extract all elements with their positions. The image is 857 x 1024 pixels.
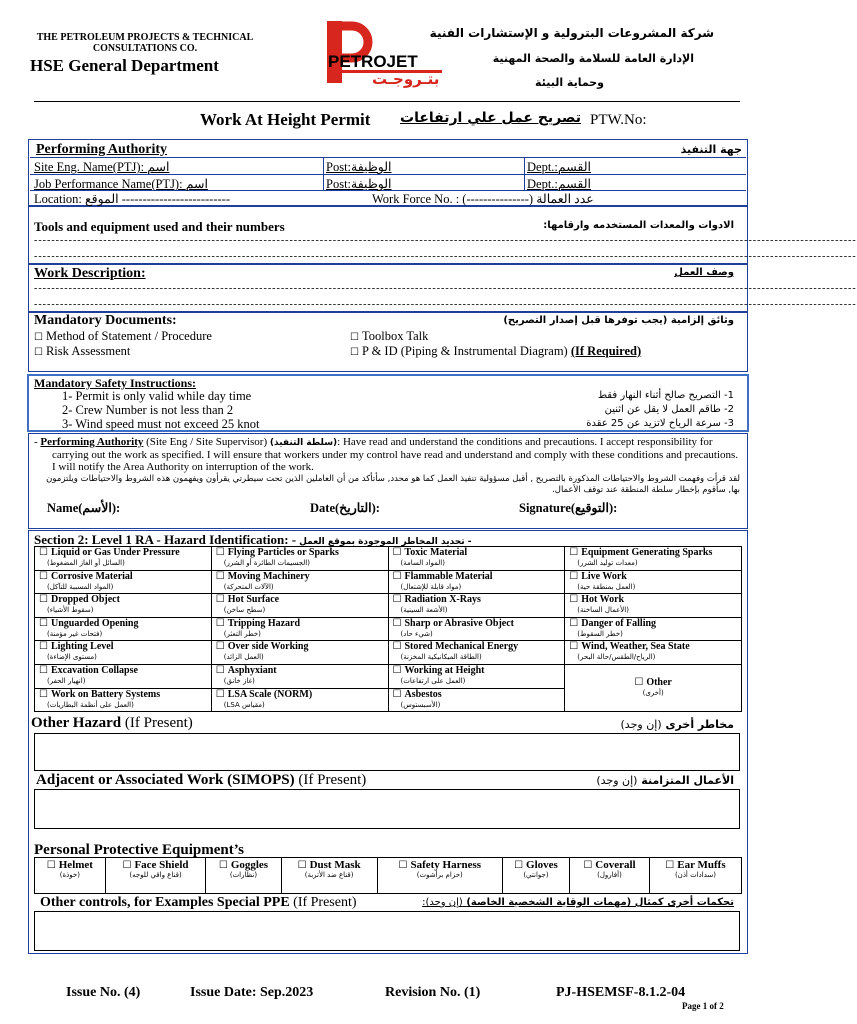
hazard-label: Hot Work bbox=[581, 594, 625, 606]
hazard-label-ar: (مقياس LSA) bbox=[223, 700, 265, 709]
post-field-2[interactable]: Post:الوظيفة bbox=[326, 177, 392, 191]
simops-title-ar: الأعمال المتزامنة (إن وجد) bbox=[596, 774, 734, 787]
ppe-label-ar: (أفارول) bbox=[597, 871, 622, 879]
hazard-option[interactable] bbox=[35, 594, 212, 618]
checkbox-icon[interactable]: ☐ bbox=[215, 594, 225, 606]
hazard-table bbox=[34, 546, 742, 712]
other-hazard-title-ar: مخاطر أخرى (إن وجد) bbox=[620, 718, 734, 731]
footer-page-number: Page 1 of 2 bbox=[682, 1001, 724, 1011]
declaration-heading: Performing Authority bbox=[40, 436, 144, 448]
ppe-option[interactable] bbox=[35, 858, 106, 894]
footer-issue-no: Issue No. (4) bbox=[66, 985, 141, 1000]
hazard-option[interactable] bbox=[35, 641, 212, 665]
performing-authority-title-ar: جهة التنفيذ bbox=[680, 143, 742, 156]
hazard-option[interactable] bbox=[211, 664, 388, 688]
checkbox-icon[interactable]: ☐ bbox=[215, 664, 225, 676]
checkbox-icon[interactable]: ☐ bbox=[398, 860, 408, 871]
petrojet-logo bbox=[322, 18, 446, 96]
hazard-label: Work on Battery Systems bbox=[50, 688, 161, 700]
hazard-label-ar: (سطح ساخن) bbox=[223, 606, 266, 615]
hazard-option[interactable] bbox=[211, 688, 388, 712]
checkbox-icon[interactable]: ☐ bbox=[39, 617, 48, 629]
ppe-option[interactable] bbox=[502, 858, 569, 894]
hazard-label-ar: (غاز خانق) bbox=[223, 676, 255, 685]
hazard-label: Tripping Hazard bbox=[227, 617, 301, 629]
hazard-other-label-ar: (أخرى) bbox=[642, 689, 664, 698]
simops-input[interactable] bbox=[34, 789, 740, 829]
hazard-option[interactable] bbox=[35, 688, 212, 712]
hazard-option[interactable] bbox=[565, 617, 742, 641]
hazard-option[interactable] bbox=[388, 570, 565, 594]
performing-authority-title: Performing Authority bbox=[36, 142, 168, 157]
hazard-label-ar: (سقوط الأشياء) bbox=[47, 606, 94, 615]
checkbox-icon[interactable]: ☐ bbox=[122, 860, 132, 871]
hazard-option[interactable] bbox=[211, 641, 388, 665]
doc-risk-assessment[interactable]: ☐ Risk Assessment bbox=[34, 344, 131, 358]
hazard-option[interactable] bbox=[388, 617, 565, 641]
hazard-option[interactable] bbox=[35, 617, 212, 641]
doc-method-statement[interactable]: ☐ Method of Statement / Procedure bbox=[34, 329, 212, 343]
checkbox-icon[interactable]: ☐ bbox=[46, 860, 56, 871]
dept-field-1[interactable]: Dept.:القسم bbox=[527, 160, 591, 174]
checkbox-icon[interactable]: ☐ bbox=[392, 664, 402, 676]
doc-toolbox-talk[interactable]: ☐ Toolbox Talk bbox=[350, 329, 429, 343]
safety-instruction-ar-3: 3- سرعة الرياح لاتزيد عن 25 عقدة bbox=[586, 418, 734, 429]
ppe-label-ar: (حزام برأشوت) bbox=[416, 871, 463, 879]
company-name-ar: شركة المشروعات البترولية و الإستشارات الفنية bbox=[429, 26, 714, 40]
safety-instruction-1: 1- Permit is only valid while day time bbox=[62, 389, 252, 403]
declaration-heading-ar: (سلطة التنفيذ) bbox=[269, 438, 338, 448]
ppe-option[interactable] bbox=[281, 858, 377, 894]
hazard-label: Dropped Object bbox=[50, 594, 120, 606]
work-description-title: Work Description: bbox=[34, 266, 146, 281]
checkbox-icon[interactable]: ☐ bbox=[297, 860, 307, 871]
checkbox-icon[interactable]: ☐ bbox=[34, 332, 43, 343]
hazard-label-ar: (الآلات المتحركة) bbox=[223, 582, 274, 591]
hazard-label: Unguarded Opening bbox=[50, 617, 139, 629]
other-controls-title-ar: تحكمات أخرى كمثال (مهمات الوقاية الشخصية الخاصة) (إن وجد): bbox=[422, 897, 734, 908]
ppe-label: Ear Muffs bbox=[677, 859, 726, 871]
other-hazard-input[interactable] bbox=[34, 733, 740, 771]
ppe-label: Dust Mask bbox=[309, 859, 361, 871]
ppe-label-ar: (نظارات) bbox=[229, 871, 258, 879]
ppe-label: Helmet bbox=[58, 859, 93, 871]
checkbox-icon[interactable]: ☐ bbox=[39, 688, 48, 700]
safety-instruction-2: 2- Crew Number is not less than 2 bbox=[62, 403, 234, 417]
other-controls-input[interactable] bbox=[34, 911, 740, 951]
checkbox-icon[interactable]: ☐ bbox=[583, 860, 593, 871]
hazard-label: Asbestos bbox=[404, 688, 442, 700]
ppe-label: Face Shield bbox=[134, 859, 189, 871]
permit-title-ar: تصريح عمل علي ارتفاعات bbox=[400, 110, 581, 126]
checkbox-icon[interactable]: ☐ bbox=[514, 860, 524, 871]
checkbox-icon[interactable]: ☐ bbox=[34, 347, 43, 358]
hazard-label: Hot Surface bbox=[227, 594, 280, 606]
hazard-label-ar: (مواد قابلة للإشتعال) bbox=[400, 582, 462, 591]
ppe-table bbox=[34, 857, 742, 894]
work-description-line-1[interactable]: ---------------------------------------------------------------------------------------------------------------------------------------------------------------------------------------------- bbox=[34, 283, 857, 294]
row-line bbox=[30, 157, 746, 158]
hazard-label-ar: (الجسيمات الطائرة أو الشرر) bbox=[223, 559, 310, 567]
hazard-label: Moving Machinery bbox=[227, 570, 310, 582]
declaration-signature-field[interactable]: Signature(التوقيع): bbox=[519, 501, 618, 515]
hazard-label-ar: (المواد السامة) bbox=[400, 559, 445, 567]
hazard-option[interactable] bbox=[565, 547, 742, 571]
site-eng-name-field[interactable]: Site Eng. Name(PTJ): اسم bbox=[34, 160, 170, 174]
hazard-label-ar: (معدات توليد الشرر) bbox=[577, 559, 638, 567]
checkbox-icon[interactable]: ☐ bbox=[350, 332, 359, 343]
checkbox-icon[interactable]: ☐ bbox=[634, 677, 644, 689]
ppe-option[interactable] bbox=[206, 858, 281, 894]
hazard-label-ar: (العمل على أنظمة البطاريات) bbox=[47, 700, 134, 709]
hazard-row bbox=[35, 641, 742, 665]
declaration-name-field[interactable]: Name(الأسم): bbox=[47, 501, 121, 515]
work-description-line-2[interactable]: ---------------------------------------------------------------------------------------------------------------------------------------------------------------------------------------------- bbox=[34, 299, 857, 310]
col-line bbox=[524, 157, 525, 190]
hazard-label: Wind, Weather, Sea State bbox=[581, 641, 690, 653]
tools-line-2[interactable]: ---------------------------------------------------------------------------------------------------------------------------------------------------------------------------------------------- bbox=[34, 251, 857, 262]
checkbox-icon[interactable]: ☐ bbox=[215, 617, 225, 629]
post-field-1[interactable]: Post:الوظيفة bbox=[326, 160, 392, 174]
hazard-label: Lighting Level bbox=[50, 641, 114, 653]
checkbox-icon[interactable]: ☐ bbox=[392, 570, 402, 582]
checkbox-icon[interactable]: ☐ bbox=[39, 594, 48, 606]
checkbox-icon[interactable]: ☐ bbox=[392, 641, 402, 653]
ppe-title: Personal Protective Equipment’s bbox=[34, 842, 244, 858]
hazard-row bbox=[35, 570, 742, 594]
hazard-label-ar: (مستوى الإضاءة) bbox=[47, 653, 97, 662]
hazard-option[interactable] bbox=[565, 570, 742, 594]
checkbox-icon[interactable]: ☐ bbox=[215, 570, 225, 582]
hazard-option[interactable] bbox=[388, 664, 565, 688]
hazard-row bbox=[35, 617, 742, 641]
checkbox-icon[interactable]: ☐ bbox=[39, 570, 48, 582]
tools-title-ar: الادوات والمعدات المستخدمه وارقامها: bbox=[543, 220, 734, 231]
hazard-option[interactable] bbox=[211, 617, 388, 641]
hazard-row bbox=[35, 594, 742, 618]
section2-title-ar: تحديد المخاطر الموجودة بموقع العمل - bbox=[299, 537, 472, 547]
hazard-label-ar: (الرياح/الطقس/حالة البحر) bbox=[577, 653, 656, 662]
declaration-text: - Performing Authority (Site Eng / Site Supervisor) (سلطة التنفيذ): Have read and understand the conditions and precautions. I accept responsibility for carrying out the work as specified. I will ensure that workers under my control have read and understand and comply with these conditions and precautions. I will notify the Area Authority on interruption of the work. bbox=[34, 436, 739, 473]
safety-instruction-3: 3- Wind speed must not exceed 25 knot bbox=[62, 417, 260, 431]
ppe-label: Gloves bbox=[526, 859, 558, 871]
safety-instruction-ar-2: 2- طاقم العمل لا يقل عن اثنين bbox=[604, 404, 734, 415]
checkbox-icon[interactable]: ☐ bbox=[215, 641, 225, 653]
ppe-label: Goggles bbox=[230, 859, 269, 871]
company-name-en: THE PETROLEUM PROJECTS & TECHNICAL CONSULTATIONS CO. bbox=[36, 32, 254, 54]
footer-form-code: PJ-HSEMSF-8.1.2-04 bbox=[556, 985, 686, 1000]
declaration-body: : Have read and understand the conditions and precautions. I accept responsibility for carrying out the work as specified. I will ensure that workers under my control have read and understand and comply with these conditions and precautions. I will notify the Area Authority on interruption of the work. bbox=[52, 436, 739, 473]
hazard-other-label: Other bbox=[646, 677, 672, 689]
logo-text: PETROJET bbox=[328, 52, 418, 71]
hazard-option[interactable] bbox=[565, 641, 742, 665]
hazard-label: Radiation X-Rays bbox=[404, 594, 481, 606]
hazard-label-ar: (شيء حاد) bbox=[400, 629, 433, 638]
ppe-label: Safety Harness bbox=[410, 859, 482, 871]
ppe-option[interactable] bbox=[105, 858, 206, 894]
safety-instruction-ar-1: 1- التصريح صالح أثناء النهار فقط bbox=[597, 390, 734, 401]
ppe-label-ar: (قناع واقي للوجه) bbox=[129, 871, 182, 879]
department-en: HSE General Department bbox=[30, 56, 219, 75]
hazard-option[interactable] bbox=[565, 594, 742, 618]
ppe-label: Coverall bbox=[595, 859, 636, 871]
ppe-option[interactable] bbox=[570, 858, 650, 894]
footer-revision: Revision No. (1) bbox=[385, 985, 481, 1000]
ppe-label-ar: (جوانتي) bbox=[523, 871, 549, 879]
declaration-date-field[interactable]: Date(التاريخ): bbox=[310, 501, 380, 515]
hazard-label: Equipment Generating Sparks bbox=[581, 547, 713, 558]
department-ar-1: الإدارة العامة للسلامة والصحة المهنية bbox=[492, 52, 694, 65]
hazard-label: Excavation Collapse bbox=[50, 664, 138, 676]
hazard-label-ar: (فتحات غير مؤمنة) bbox=[47, 629, 103, 638]
ppe-label-ar: (خوذة) bbox=[59, 871, 80, 879]
logo-arabic: بتـروجـت bbox=[372, 70, 440, 88]
hazard-label-ar: (العمل بمنطقة حية) bbox=[577, 582, 636, 591]
checkbox-icon[interactable]: ☐ bbox=[215, 547, 225, 558]
other-controls-title: Other controls, for Examples Special PPE (If Present) bbox=[40, 895, 357, 910]
dept-field-2[interactable]: Dept.:القسم bbox=[527, 177, 591, 191]
checkbox-icon[interactable]: ☐ bbox=[350, 347, 359, 358]
hazard-option[interactable] bbox=[211, 570, 388, 594]
checkbox-icon[interactable]: ☐ bbox=[39, 641, 48, 653]
hazard-label: Toxic Material bbox=[404, 547, 468, 558]
hazard-option[interactable] bbox=[388, 547, 565, 571]
hazard-option[interactable] bbox=[211, 547, 388, 571]
hazard-label-ar: (انهيار الحفر) bbox=[47, 676, 86, 685]
hazard-option[interactable] bbox=[388, 688, 565, 712]
checkbox-icon[interactable]: ☐ bbox=[665, 860, 675, 871]
ppe-option[interactable] bbox=[649, 858, 741, 894]
ppe-option[interactable] bbox=[377, 858, 502, 894]
safety-instructions-title: Mandatory Safety Instructions: bbox=[34, 376, 196, 390]
hazard-label: Flammable Material bbox=[404, 570, 493, 582]
hazard-label-ar: (المواد المسببة للتآكل) bbox=[47, 582, 114, 591]
hazard-label-ar: (الأسبستوس) bbox=[400, 700, 441, 709]
hazard-label-ar: (العمل الزائد) bbox=[223, 653, 264, 662]
hazard-label-ar: (خطر التعثر) bbox=[223, 629, 261, 638]
checkbox-icon[interactable]: ☐ bbox=[39, 664, 48, 676]
checkbox-icon[interactable]: ☐ bbox=[218, 860, 228, 871]
checkbox-icon[interactable]: ☐ bbox=[39, 547, 48, 558]
hazard-label: LSA Scale (NORM) bbox=[227, 688, 313, 700]
hazard-label: Working at Height bbox=[404, 664, 485, 676]
department-ar-2: وحماية البيئة bbox=[535, 76, 604, 89]
hazard-label: Stored Mechanical Energy bbox=[404, 641, 519, 653]
declaration-sub: (Site Eng / Site Supervisor) bbox=[146, 436, 268, 448]
work-force-field[interactable]: Work Force No. : (---------------) عدد العمالة bbox=[372, 192, 594, 206]
job-performance-name-field[interactable]: Job Performance Name(PTJ): اسم bbox=[34, 177, 208, 191]
if-required-label: (If Required) bbox=[570, 344, 642, 358]
hazard-option-other[interactable] bbox=[565, 664, 742, 711]
mandatory-documents-title-ar: وثائق إلزامية (يجب توفرها قبل إصدار التصريح) bbox=[503, 315, 734, 326]
hazard-label-ar: (العمل على ارتفاعات) bbox=[400, 676, 466, 685]
hazard-label: Live Work bbox=[581, 570, 627, 582]
hazard-option[interactable] bbox=[35, 664, 212, 688]
doc-pid[interactable]: ☐ P & ID (Piping & Instrumental Diagram) (If Required) bbox=[350, 344, 642, 358]
checkbox-icon[interactable]: ☐ bbox=[392, 594, 402, 606]
tools-title: Tools and equipment used and their numbers bbox=[34, 219, 285, 234]
mandatory-documents-title: Mandatory Documents: bbox=[34, 313, 177, 328]
hazard-option[interactable] bbox=[35, 570, 212, 594]
hazard-option[interactable] bbox=[211, 594, 388, 618]
permit-title-en: Work At Height Permit bbox=[200, 110, 371, 129]
header-divider bbox=[34, 101, 740, 102]
hazard-label: Sharp or Abrasive Object bbox=[404, 617, 515, 629]
hazard-label: Danger of Falling bbox=[581, 617, 657, 629]
checkbox-icon[interactable]: ☐ bbox=[569, 547, 579, 558]
location-field[interactable]: Location: الموقع -------------------------- bbox=[34, 192, 230, 206]
hazard-label: Over side Working bbox=[227, 641, 309, 653]
ppe-label-ar: (قناع ضد الأتربة) bbox=[304, 871, 354, 879]
col-line bbox=[323, 157, 324, 190]
hazard-label-ar: (الطاقة الميكانيكية المخزنة) bbox=[400, 653, 482, 662]
hazard-row bbox=[35, 547, 742, 571]
checkbox-icon[interactable]: ☐ bbox=[569, 641, 579, 653]
tools-line-1[interactable]: ---------------------------------------------------------------------------------------------------------------------------------------------------------------------------------------------- bbox=[34, 235, 857, 246]
hazard-option[interactable] bbox=[35, 547, 212, 571]
hazard-label: Flying Particles or Sparks bbox=[227, 547, 339, 558]
checkbox-icon[interactable]: ☐ bbox=[392, 617, 402, 629]
declaration-text-ar: لقد قرأت وفهمت الشروط والاحتياطات المذكورة بالتصريح , أقبل مسؤولية تنفيذ العمل كما هو محدد, سأتأكد من أن العاملين الذين تحت سيطرتي يقرأون ويفهمون هذه الشروط والاحتياطات ويلتزمون بها, سأقوم بإخطار سلطة المنطقة عند توقف الأعمال. bbox=[46, 474, 740, 495]
work-description-title-ar: وصف العمل bbox=[674, 267, 734, 278]
section2-title: Section 2: Level 1 RA - Hazard Identification: - تحديد المخاطر الموجودة بموقع العمل - bbox=[34, 532, 472, 547]
checkbox-icon[interactable]: ☐ bbox=[392, 688, 402, 700]
ptw-number-label: PTW.No: bbox=[590, 112, 647, 128]
hazard-label-ar: (السائل أو الغاز المضغوط) bbox=[47, 559, 125, 567]
other-hazard-title: Other Hazard (If Present) bbox=[31, 715, 193, 731]
footer-issue-date: Issue Date: Sep.2023 bbox=[190, 985, 314, 1000]
simops-title: Adjacent or Associated Work (SIMOPS) (If Present) bbox=[36, 772, 367, 788]
hazard-label-ar: (خطر السقوط) bbox=[577, 629, 623, 638]
checkbox-icon[interactable]: ☐ bbox=[215, 688, 225, 700]
hazard-row bbox=[35, 664, 742, 688]
hazard-label: Asphyxiant bbox=[227, 664, 277, 676]
hazard-option[interactable] bbox=[388, 594, 565, 618]
checkbox-icon[interactable]: ☐ bbox=[569, 594, 579, 606]
checkbox-icon[interactable]: ☐ bbox=[392, 547, 402, 558]
hazard-label: Liquid or Gas Under Pressure bbox=[50, 547, 180, 558]
hazard-label-ar: (الأشعة السينية) bbox=[400, 606, 448, 615]
checkbox-icon[interactable]: ☐ bbox=[569, 570, 579, 582]
ppe-label-ar: (سدادات أذن) bbox=[674, 871, 716, 879]
hazard-option[interactable] bbox=[388, 641, 565, 665]
hazard-label: Corrosive Material bbox=[50, 570, 133, 582]
hazard-label-ar: (الأعمال الساخنة) bbox=[577, 606, 629, 615]
checkbox-icon[interactable]: ☐ bbox=[569, 617, 579, 629]
